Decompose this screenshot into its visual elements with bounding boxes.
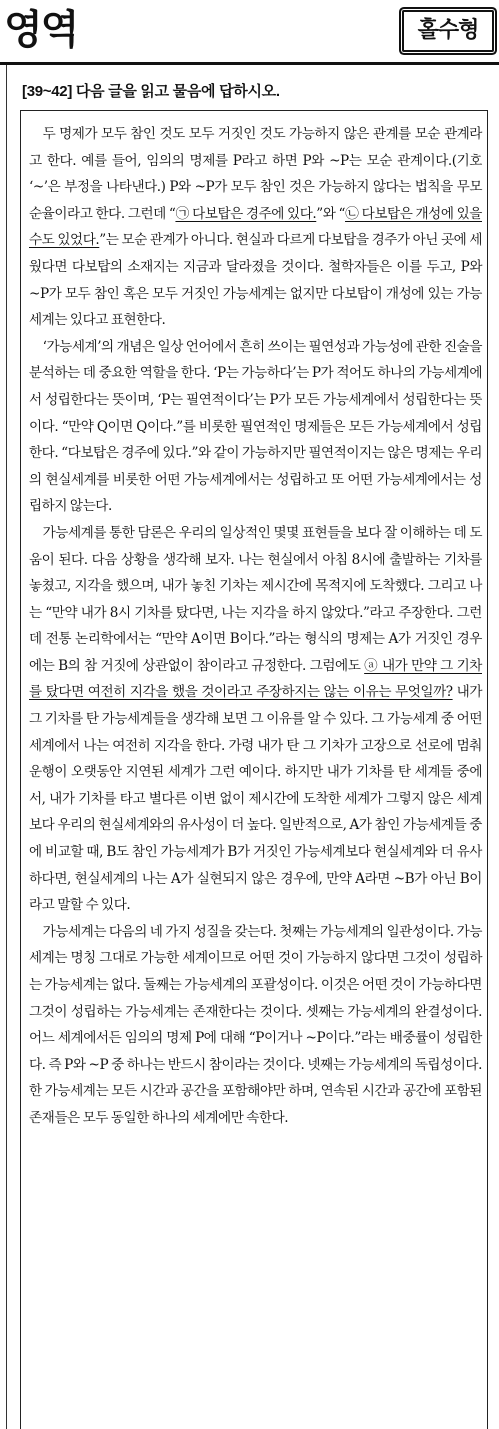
- passage-paragraph-4: 가능세계는 다음의 네 가지 성질을 갖는다. 첫째는 가능세계의 일관성이다. 가능세계는 명칭 그대로 가능한 세계이므로 어떤 것이 가능하지 않다면 그것이 성립하는 가능세계는 없다. 둘째는 가능세계의 포괄성이다. 이것은 어떤 것이 가능하다면 그것이 성립하는 가능세계는 존재한다는 것이다. 셋째는 가능세계의 완결성이다. 어느 세계에서든 임의의 명제 P에 대해 “P이거나 ~P이다.”라는 배중률이 성립한다. 즉 P와 ~P 중 하나는 반드시 참이라는 것이다. 넷째는 가능세계의 독립성이다. 한 가능세계는 모든 시간과 공간을 포함해야만 하며, 연속된 시간과 공간에 포함된 존재들은 모두 동일한 하나의 세계에만 속한다.: [29, 923, 482, 1126]
- paragraph-text: ”는 모순 관계가 아니다. 현실과 다르게 다보탑을 경주가 아닌 곳에 세웠다면 다보탑의 소재지는 지금과 달라졌을 것이다. 철학자들은 이를 두고, P와 ~P가 모두 참인 혹은 모두 거짓인 가능세계는 없지만 다보탑이 개성에 있는 가능세계는 있다고 표현한다.: [29, 232, 482, 329]
- passage-paragraph-1: [29, 121, 482, 334]
- column-rule: [6, 65, 7, 1429]
- area-title: 영역: [4, 7, 78, 53]
- paragraph-text: 가능세계를 통한 담론은 우리의 일상적인 몇몇 표현들을 보다 잘 이해하는 데 도움이 된다. 다음 상황을 생각해 보자. 나는 현실에서 아침 8시에 출발하는 기차를 놓쳤고, 지각을 했으며, 내가 놓친 기차는 제시간에 목적지에 도착했다. 그리고 나는 “만약 내가 8시 기차를 탔다면, 나는 지각을 하지 않았다.”라고 주장한다. 그런데 전통 논리학에서는 “만약 A이면 B이다.”라는 형식의 명제는 A가 거짓인 경우에는 B의 참 거짓에 상관없이 참이라고 규정한다. 그럼에도: [29, 524, 482, 674]
- exam-type-badge: 홀수형: [402, 10, 494, 52]
- paragraph-text: 내가 그 기차를 탄 가능세계들을 생각해 보면 그 이유를 알 수 있다. 그 가능세계 중 어떤 세계에서 나는 여전히 지각을 한다. 가령 내가 탄 그 기차가 고장으로 선로에 멈춰 운행이 오랫동안 지연된 세계가 그런 예이다. 하지만 내가 기차를 탄 세계들 중에서, 내가 기차를 타고 별다른 이변 없이 제시간에 도착한 세계가 그렇지 않은 세계보다 우리의 현실세계와의 유사성이 더 높다. 일반적으로, A가 참인 가능세계들 중에 비교할 때, B도 참인 가능세계가 B가 거짓인 가능세계보다 현실세계와 더 유사하다면, 현실세계의 나는 A가 실현되지 않은 경우에, 만약 A라면 ~B가 아닌 B이라고 말할 수 있다.: [29, 684, 483, 914]
- underlined-sentence-nieun: ㉡ 다보탑은 개성에 있을 수도 있었다.: [29, 205, 482, 249]
- passage-paragraph-3: [29, 520, 482, 919]
- header-divider: [0, 62, 499, 65]
- passage-paragraph-2: ‘가능세계’의 개념은 일상 언어에서 흔히 쓰이는 필연성과 가능성에 관한 진술을 분석하는 데 중요한 역할을 한다. ‘P는 가능하다’는 P가 적어도 하나의 가능세계에서 성립한다는 뜻이며, ‘P는 필연적이다’는 P가 모든 가능세계에서 성립한다는 뜻이다. “만약 Q이면 Q이다.”를 비롯한 필연적인 명제들은 모든 가능세계에서 성립한다. “다보탑은 경주에 있다.”와 같이 가능하지만 필연적이지는 않은 명제는 우리의 현실세계를 비롯한 어떤 가능세계에서는 성립하고 또 어떤 가능세계에서는 성립하지 않는다.: [29, 338, 482, 515]
- underlined-question-a: ⓐ 내가 만약 그 기차를 탔다면 여전히 지각을 했을 것이라고 주장하지는 않는 이유는 무엇일까?: [29, 657, 482, 701]
- question-range-instruction: [39~42] 다음 글을 읽고 물음에 답하시오.: [22, 83, 280, 100]
- reading-passage-box: [20, 110, 488, 1429]
- paragraph-text: ”와 “: [316, 205, 346, 222]
- paragraph-text: 두 명제가 모두 참인 것도 모두 거짓인 것도 가능하지 않은 관계를 모순 관계라고 한다. 예를 들어, 임의의 명제를 P라고 하면 P와 ~P는 모순 관계이다.(기호 ‘~’은 부정을 나타낸다.) P와 ~P가 모두 참인 것은 가능하지 않다는 법칙을 무모순율이라고 한다. 그런데 “: [29, 126, 482, 222]
- underlined-sentence-giyeok: ㉠ 다보탑은 경주에 있다.: [175, 205, 317, 222]
- page-header: [0, 0, 499, 66]
